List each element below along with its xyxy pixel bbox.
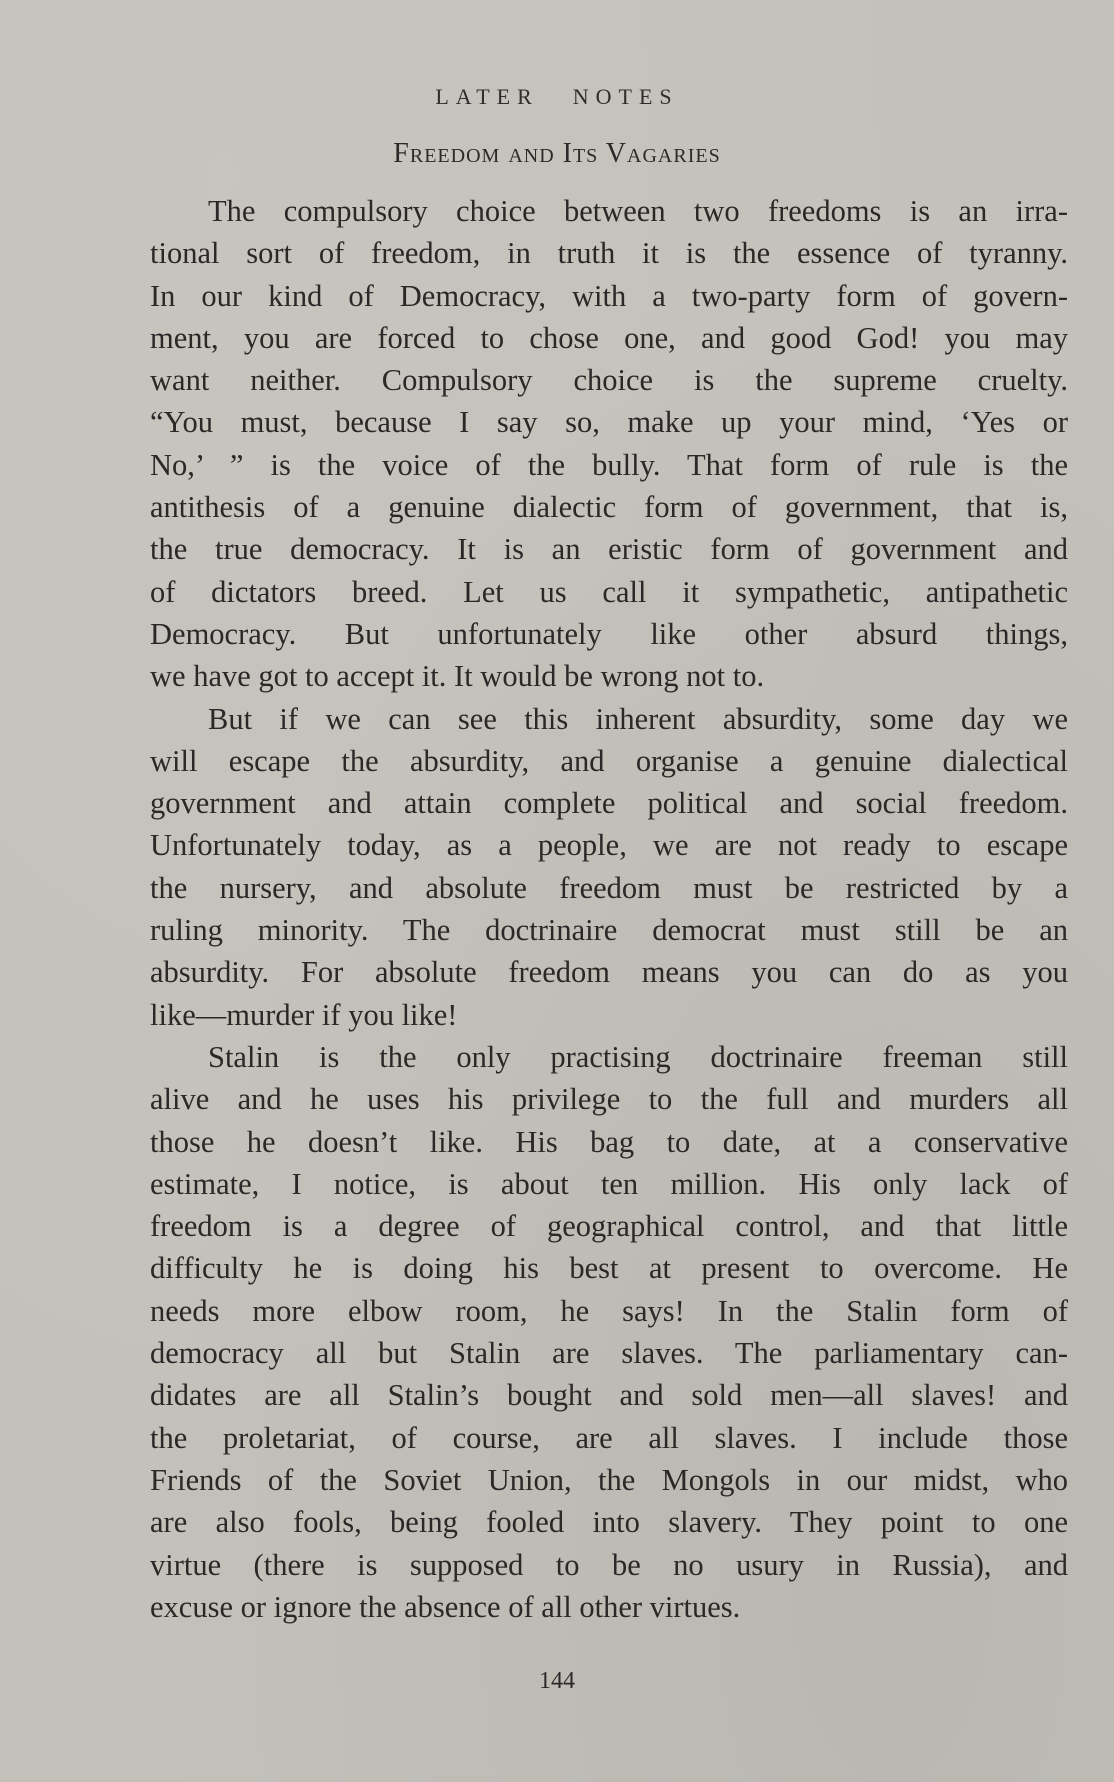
text-line: will escape the absurdity, and organise a genuine dialectical [150,743,1068,778]
text-line: difficulty he is doing his best at present to overcome. He [150,1251,1068,1286]
text-line: government and attain complete political and social freedom. [150,786,1068,821]
text-line: The compulsory choice between two freedoms is an irra- [208,194,1068,228]
text-line: absurdity. For absolute freedom means you can do as you [150,955,1068,990]
text-line: like—murder if you like! [150,997,458,1032]
body-text [150,190,1068,1628]
text-line: the true democracy. It is an eristic form of government and [150,532,1068,567]
text-line: Democracy. But unfortunately like other absurd things, [150,616,1068,651]
text-line: we have got to accept it. It would be wrong not to. [150,659,765,694]
text-line: needs more elbow room, he says! In the Stalin form of [150,1293,1068,1328]
running-head-right: NOTES [572,84,679,109]
text-line: In our kind of Democracy, with a two-party form of govern- [150,278,1068,313]
text-line: But if we can see this inherent absurdity, some day we [208,701,1068,736]
text-line: those he doesn’t like. His bag to date, at a conservative [150,1124,1068,1159]
text-line: ment, you are forced to chose one, and good God! you may [150,320,1068,355]
chapter-title: Freedom and Its Vagaries [393,138,721,169]
text-line: excuse or ignore the absence of all other virtues. [150,1589,741,1624]
text-line: estimate, I notice, is about ten million. His only lack of [150,1166,1068,1201]
page-number: 144 [539,1668,575,1694]
text-line: the nursery, and absolute freedom must be restricted by a [150,870,1068,905]
text-line: virtue (there is supposed to be no usury in Russia), and [150,1547,1068,1582]
text-line: want neither. Compulsory choice is the supreme cruelty. [150,363,1068,398]
text-line: Stalin is the only practising doctrinaire freeman still [208,1039,1068,1074]
text-line: are also fools, being fooled into slavery. They point to one [150,1505,1068,1540]
text-line: Unfortunately today, as a people, we are not ready to escape [150,828,1068,863]
text-line: democracy all but Stalin are slaves. The parliamentary can- [150,1336,1068,1371]
text-line: freedom is a degree of geographical control, and that little [150,1209,1068,1244]
text-line: alive and he uses his privilege to the full and murders all [150,1082,1068,1117]
text-line: Friends of the Soviet Union, the Mongols in our midst, who [150,1462,1068,1497]
text-line: of dictators breed. Let us call it sympathetic, antipathetic [150,574,1068,609]
text-line: No,’ ” is the voice of the bully. That form of rule is the [150,447,1068,482]
text-line: the proletariat, of course, are all slaves. I include those [150,1420,1068,1455]
text-line: didates are all Stalin’s bought and sold men—all slaves! and [150,1378,1068,1413]
running-head [0,84,1114,110]
text-line: “You must, because I say so, make up your mind, ‘Yes or [150,405,1068,440]
running-head-left: LATER [435,84,539,109]
text-line: tional sort of freedom, in truth it is the essence of tyranny. [150,236,1068,271]
text-line: ruling minority. The doctrinaire democrat must still be an [150,913,1068,948]
text-line: antithesis of a genuine dialectic form of government, that is, [150,490,1068,525]
